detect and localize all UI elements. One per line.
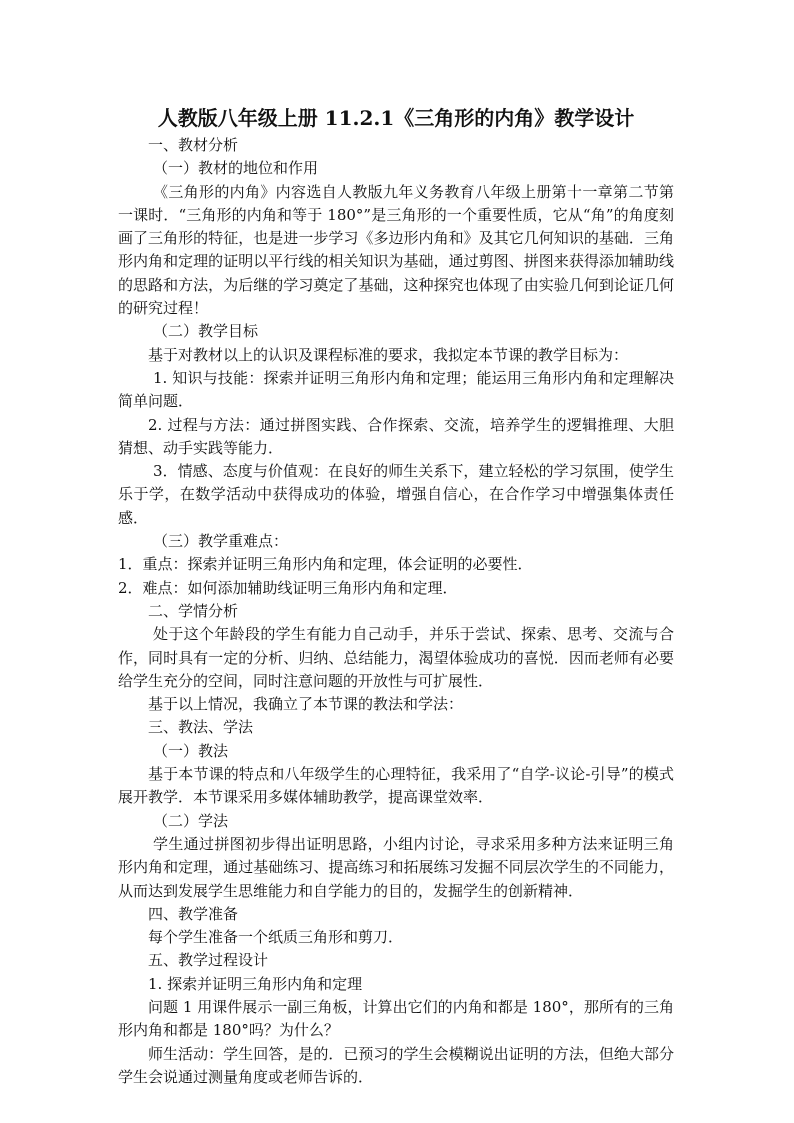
section-heading-textbook-analysis: 一、教材分析 (148, 136, 239, 154)
subheading-status-role: （一）教材的地位和作用 (153, 159, 319, 178)
difficult-point: 2．难点：如何添加辅助线证明三角形内角和定理． (118, 578, 458, 597)
section-heading-learner-analysis: 二、学情分析 (148, 601, 239, 620)
paragraph-goals-intro: 基于对教材以上的认识及课程标准的要求，我拟定本节课的教学目标为： (148, 345, 629, 364)
goal-emotion-attitude: 3．情感、态度与价值观：在良好的师生关系下，建立轻松的学习氛围，使学生乐于学，在数学活动中获得成功的体验，增强自信心，在合作学习中增强集体责任感． (118, 462, 674, 527)
subheading-teaching-goals: （二）教学目标 (153, 322, 259, 341)
paragraph-preparation: 每个学生准备一个纸质三角形和剪刀． (148, 928, 404, 947)
paragraph-learner-analysis: 处于这个年龄段的学生有能力自己动手，并乐于尝试、探索、思考、交流与合作，同时具有一定的分析、归纳、总结能力，渴望体验成功的喜悦．因而老师有必要给学生充分的空间，同时注意问题的开放性与可扩展性． (118, 625, 674, 690)
document-page (118, 104, 674, 1089)
section-heading-process: 五、教学过程设计 (148, 951, 269, 970)
goal-process-methods: 2. 过程与方法：通过拼图实践、合作探索、交流，培养学生的逻辑推理、大胆猜想、动手实践等能力． (118, 415, 674, 457)
paragraph-activity: 师生活动：学生回答，是的．已预习的学生会模糊说出证明的方法，但绝大部分学生会说通过测量角度或老师告诉的． (118, 1044, 674, 1086)
section-heading-preparation: 四、教学准备 (148, 904, 239, 923)
section-heading-methods: 三、教法、学法 (148, 718, 254, 737)
subheading-learning-method: （二）学法 (153, 811, 229, 830)
paragraph-status-role: 《三角形的内角》内容选自人教版九年义务教育八年级上册第十一章第二节第一课时．“三角形的内角和等于 180°”是三角形的一个重要性质，它从“角”的角度刻画了三角形的特征，也是进一步学习《多边形内角和》及其它几何知识的基础．三角形内角和定理的证明以平行线的相关知识为基础，通过剪图、拼图来获得添加辅助线的思路和方法，为后继的学习奠定了基础，这种探究也体现了由实验几何到论证几何的研究过程！ (118, 182, 674, 318)
paragraph-question-1: 问题 1 用课件展示一副三角板，计算出它们的内角和都是 180°，那所有的三角形内角和都是 180°吗？为什么？ (118, 997, 674, 1040)
key-point: 1．重点：探索并证明三角形内角和定理，体会证明的必要性． (118, 555, 533, 574)
paragraph-teaching-method: 基于本节课的特点和八年级学生的心理特征，我采用了“自学-议论-引导”的模式展开教学．本节课采用多媒体辅助教学，提高课堂效率． (118, 765, 674, 807)
document-title: 人教版八年级上册 11.2.1《三角形的内角》教学设计 (157, 106, 635, 130)
paragraph-learning-method: 学生通过拼图初步得出证明思路，小组内讨论，寻求采用多种方法来证明三角形内角和定理，通过基础练习、提高练习和拓展练习发掘不同层次学生的不同能力，从而达到发展学生思维能力和自学能力的目的，发掘学生的创新精神． (118, 834, 674, 900)
subheading-explore-prove: 1. 探索并证明三角形内角和定理 (148, 974, 363, 993)
subheading-key-difficult-points: （三）教学重难点： (153, 532, 289, 551)
paragraph-learner-conclusion: 基于以上情况，我确立了本节课的教法和学法： (148, 695, 464, 714)
subheading-teaching-method: （一）教法 (153, 741, 229, 760)
goal-knowledge-skills: 1. 知识与技能：探索并证明三角形内角和定理；能运用三角形内角和定理解决简单问题． (118, 368, 674, 411)
